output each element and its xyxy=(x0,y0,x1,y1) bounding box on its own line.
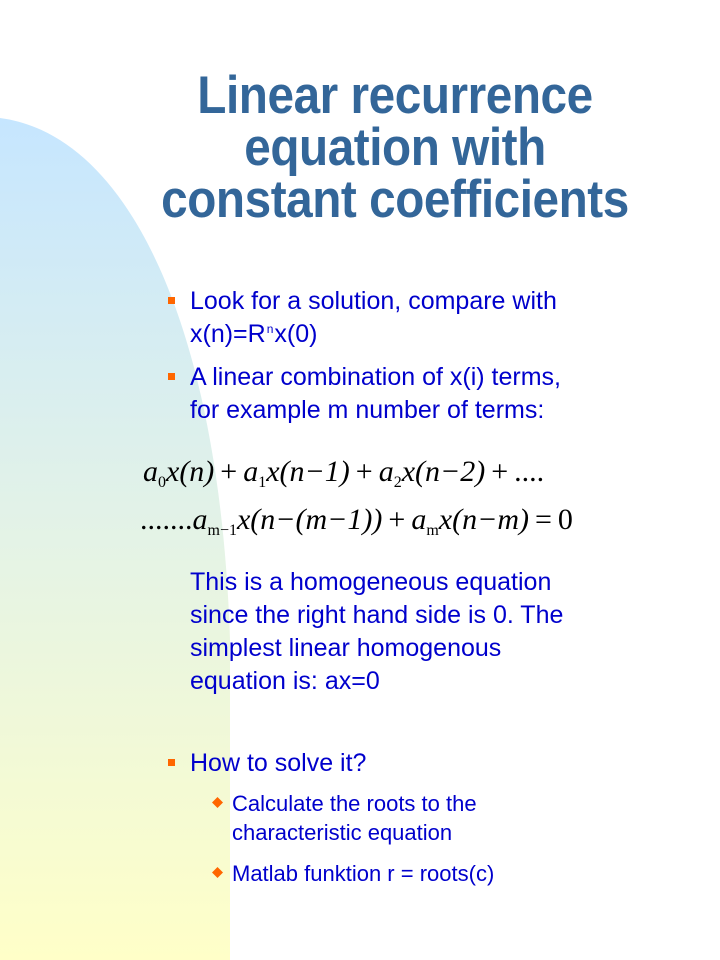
sub-bullet-1-line-1: Calculate the roots to the xyxy=(232,791,477,816)
paragraph-line-2: since the right hand side is 0. The xyxy=(190,601,564,629)
eq-coef: a xyxy=(243,455,259,488)
eq-sub: m−1 xyxy=(207,522,237,539)
sub-bullet-1-line-2: characteristic equation xyxy=(232,820,453,845)
eq-sub: m xyxy=(426,522,439,539)
bullet-2-line-2: for example m number of terms: xyxy=(190,396,545,424)
eq-ellipsis: .... xyxy=(514,455,545,488)
equation-line-1 xyxy=(143,455,544,489)
bullet-item-3 xyxy=(190,747,690,780)
title-line-3: constant coefficients xyxy=(161,170,629,229)
paragraph-line-3: simplest linear homogenous xyxy=(190,634,502,662)
bullet-1-formula-pre: x(n)=R xyxy=(190,320,266,348)
eq-term: x(n−2) xyxy=(401,455,486,488)
eq-coef: a xyxy=(192,503,208,536)
eq-sub: 1 xyxy=(258,474,267,491)
slide-title xyxy=(121,66,670,229)
bullet-1-line-1: Look for a solution, compare with xyxy=(190,287,557,315)
sub-bullet-item-1 xyxy=(232,789,692,847)
eq-term: x(n) xyxy=(166,455,215,488)
paragraph-line-4: equation is: ax=0 xyxy=(190,667,380,695)
eq-plus: + xyxy=(388,503,406,536)
paragraph-homogeneous xyxy=(190,566,690,698)
square-bullet-icon xyxy=(168,297,175,304)
title-line-2: equation with xyxy=(244,118,546,177)
eq-term: x(n−(m−1)) xyxy=(236,503,383,536)
square-bullet-icon xyxy=(168,373,175,380)
equation-line-2 xyxy=(140,503,573,537)
eq-coef: a xyxy=(143,455,158,488)
bullet-1-formula-post: x(0) xyxy=(274,320,318,348)
eq-plus: + xyxy=(220,455,238,488)
sub-bullet-item-2 xyxy=(232,859,692,888)
diamond-bullet-icon xyxy=(212,867,223,878)
eq-rhs: 0 xyxy=(557,503,573,536)
square-bullet-icon xyxy=(168,759,175,766)
eq-term: x(n−1) xyxy=(266,455,350,488)
eq-sub: 2 xyxy=(393,474,402,491)
eq-coef: a xyxy=(411,503,427,536)
eq-plus: + xyxy=(491,455,509,488)
eq-ellipsis: ....... xyxy=(140,503,193,536)
bullet-1-line-2 xyxy=(190,318,690,351)
bullet-item-1 xyxy=(190,285,690,351)
bullet-item-2 xyxy=(190,361,690,427)
bullet-2-line-1: A linear combination of x(i) terms, xyxy=(190,363,561,391)
sub-bullet-2-line-1: Matlab funktion r = roots(c) xyxy=(232,861,495,886)
bullet-3-text: How to solve it? xyxy=(190,749,367,777)
bullet-1-formula-exponent: n xyxy=(266,322,274,336)
title-line-1: Linear recurrence xyxy=(197,66,593,125)
paragraph-line-1: This is a homogeneous equation xyxy=(190,568,552,596)
eq-sub: 0 xyxy=(158,474,166,491)
eq-plus: + xyxy=(355,455,373,488)
eq-coef: a xyxy=(378,455,394,488)
eq-term: x(n−m) xyxy=(438,503,529,536)
diamond-bullet-icon xyxy=(212,797,223,808)
eq-equals: = xyxy=(535,503,552,536)
